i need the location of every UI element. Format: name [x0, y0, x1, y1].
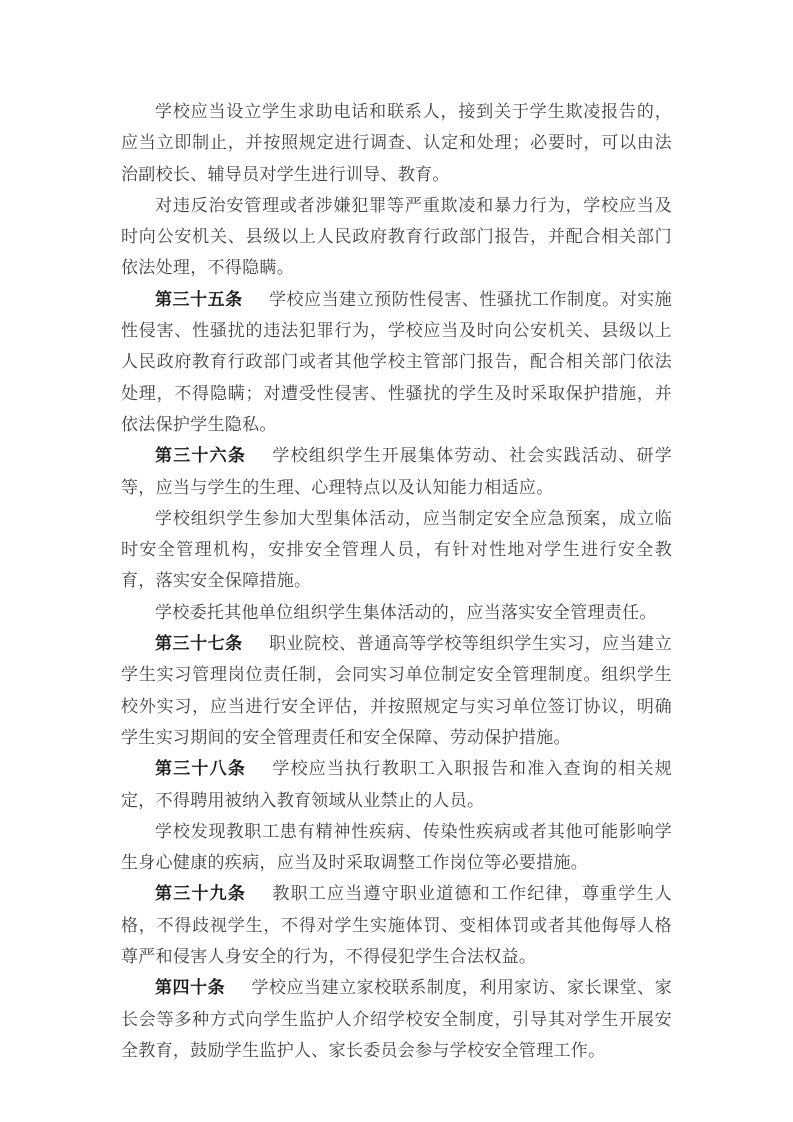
article-number: 第三十五条	[155, 289, 243, 309]
paragraph-text: 学校应当执行教职工入职报告和准入查询的相关规定，不得聘用被纳入教育领域从业禁止的人员。	[121, 759, 672, 810]
article-number: 第四十条	[155, 978, 226, 998]
paragraph-text: 学校应当建立预防性侵害、性骚扰工作制度。对实施性侵害、性骚扰的违法犯罪行为，学校应当及时向公安机关、县级以上人民政府教育行政部门或者其他学校主管部门报告，配合相关部门依法处理，不得隐瞒；对遭受性侵害、性骚扰的学生及时采取保护措施，并依法保护学生隐私。	[121, 289, 673, 434]
paragraph	[121, 190, 672, 284]
paragraph	[121, 96, 672, 190]
paragraph	[121, 503, 672, 597]
paragraph-text: 学校应当设立学生求助电话和联系人，接到关于学生欺凌报告的，应当立即制止，并按照规定进行调查、认定和处理；必要时，可以由法治副校长、辅导员对学生进行训导、教育。	[121, 102, 672, 184]
paragraph	[121, 816, 672, 879]
article-number: 第三十九条	[155, 884, 247, 904]
paragraph	[121, 440, 672, 503]
paragraph-text: 教职工应当遵守职业道德和工作纪律，尊重学生人格，不得歧视学生，不得对学生实施体罚、变相体罚或者其他侮辱人格尊严和侵害人身安全的行为，不得侵犯学生合法权益。	[121, 884, 672, 967]
paragraph-text: 学校委托其他单位组织学生集体活动的，应当落实安全管理责任。	[155, 602, 657, 622]
article-number: 第三十七条	[155, 634, 243, 654]
paragraph-text: 对违反治安管理或者涉嫌犯罪等严重欺凌和暴力行为，学校应当及时向公安机关、县级以上人民政府教育行政部门报告，并配合相关部门依法处理，不得隐瞒。	[121, 195, 672, 278]
paragraph-text: 学校发现教职工患有精神性疾病、传染性疾病或者其他可能影响学生身心健康的疾病，应当及时采取调整工作岗位等必要措施。	[121, 821, 672, 873]
paragraph-text: 学校组织学生参加大型集体活动，应当制定安全应急预案，成立临时安全管理机构，安排安全管理人员，有针对性地对学生进行安全教育，落实安全保障措施。	[121, 508, 672, 591]
article-number: 第三十六条	[155, 446, 247, 466]
paragraph	[121, 753, 672, 816]
article-number: 第三十八条	[155, 759, 247, 779]
document-body	[121, 96, 672, 1066]
paragraph-text: 学校应当建立家校联系制度，利用家访、家长课堂、家长会等多种方式向学生监护人介绍学校安全制度，引导其对学生开展安全教育，鼓励学生监护人、家长委员会参与学校安全管理工作。	[121, 978, 673, 1060]
paragraph	[121, 878, 672, 972]
paragraph	[121, 972, 672, 1066]
paragraph-text: 学校组织学生开展集体劳动、社会实践活动、研学等，应当与学生的生理、心理特点以及认知能力相适应。	[121, 446, 672, 497]
paragraph-text: 职业院校、普通高等学校等组织学生实习，应当建立学生实习管理岗位责任制，会同实习单位制定安全管理制度。组织学生校外实习，应当进行安全评估，并按照规定与实习单位签订协议，明确学生实习期间的安全管理责任和安全保障、劳动保护措施。	[121, 634, 673, 747]
paragraph	[121, 597, 672, 628]
paragraph	[121, 628, 672, 753]
paragraph	[121, 284, 672, 440]
